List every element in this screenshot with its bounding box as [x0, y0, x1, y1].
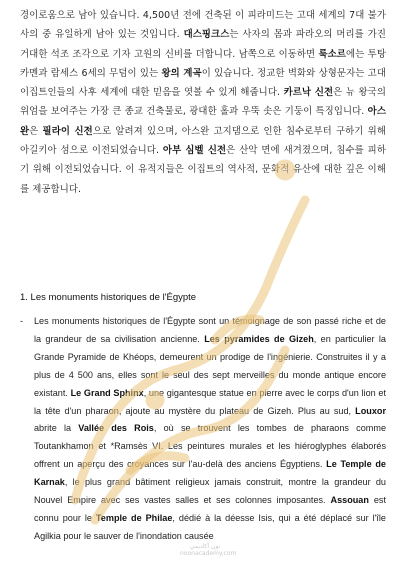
text-run: , dédié à la déesse Isis, qui a été déplacé sur l'île Agilkia pour le sauver de l'inondation causée [34, 512, 386, 541]
text-run: 은 뉴 왕국의 위엄을 보여주는 가장 큰 종교 건축물로, 광대한 홀과 우뚝 솟은 기둥이 특징입니다. [20, 87, 386, 118]
text-run: , le plus grand bâtiment religieux jamais construit, montre la grandeur du Nouvel Empire avec ses vastes salles et ses colonnes imposantes. [34, 477, 386, 506]
term-karnak: Le Temple de Karnak [34, 459, 386, 488]
section-heading: 1. Les monuments historiques de l'Égypte [20, 292, 197, 303]
term-aswan-ko: 아스완 [20, 106, 386, 137]
text-run: , une gigantesque statue en pierre avec le corps d'un lion et la tête d'un pharaon, ajoute au mystère du plateau de Gizeh. Plus au sud, [34, 387, 386, 416]
korean-paragraph [20, 6, 386, 199]
text-run: 는 사자의 몸과 파라오의 머리를 가진 거대한 석조 조각으로 기자 고원의 신비를 더합니다. 남쪽으로 이동하면 [20, 29, 387, 60]
term-pyramids: Les pyramides de Gizeh [204, 333, 314, 344]
term-abu-simbel-ko: 아부 심벨 신전 [162, 145, 227, 157]
text-run: 경이로움으로 남아 있습니다. 4,500년 전에 건축된 이 피라미드는 고대 세계의 7대 불가사의 중 유일하게 남아 있는 것입니다. [20, 10, 386, 41]
text-run: , où se trouvent les tombes de pharaons comme Toutankhamon et *Ramsès VI. Les peintures murales et les hiéroglyphes élaborés offrent un aperçu des croyances sur l'au-delà des anciens Égyptiens. [34, 423, 386, 470]
term-karnak-ko: 카르낙 신전 [283, 87, 334, 99]
text-run: Les monuments historiques de l'Égypte sont un témoignage de son passé riche et de la grandeur de sa civilisation ancienne. [34, 316, 386, 344]
text-run: est connu pour le [34, 495, 386, 523]
term-sphinx-ko: 대스핑크스 [183, 29, 230, 41]
term-valley-ko: 왕의 계곡 [161, 67, 202, 79]
french-bullet-item [20, 313, 386, 546]
term-aswan: Assouan [330, 495, 369, 506]
bullet-dash: - [20, 316, 24, 326]
text-run: 에는 투탕카멘과 람세스 6세의 무덤이 있는 [20, 48, 386, 79]
text-run: 이 있습니다. 정교한 벽화와 상형문자는 고대 이집트인들의 사후 세계에 대한 믿음을 엿볼 수 있게 해줍니다. [20, 67, 386, 99]
text-run: 은 산악 면에 새겨졌으며, 침수를 피하기 위해 이전되었습니다. 이 유적지들은 이집트의 역사적, 문화적 유산에 대한 깊은 이해를 제공합니다. [20, 145, 386, 195]
term-luxor-ko: 룩소르 [318, 48, 347, 60]
term-sphinx: Le Grand Sphinx [70, 387, 144, 398]
text-run: 으로 알려져 있으며, 아스완 고지댐으로 인한 침수로부터 구하기 위해 아길키아 섬으로 이전되었습니다. [20, 125, 386, 157]
term-philae-ko: 필라이 신전 [42, 125, 93, 137]
korean-text [20, 6, 386, 199]
text-run: , en particulier la Grande Pyramide de Khéops, demeurent un prodige de l'ingénierie. Construites il y a plus de 4 500 ans, elles sont le seul des sept merveilles du monde antique encore existant. [34, 333, 386, 398]
term-valley: Vallée des Rois [78, 423, 154, 434]
french-paragraph [34, 313, 386, 546]
term-philae: Temple de Philae [95, 512, 173, 523]
footer-watermark: نون أكاديمي noonacademy.com [180, 543, 237, 557]
text-run: abrite la [34, 423, 79, 434]
term-luxor: Louxor [355, 405, 386, 416]
text-run: 은 [29, 125, 43, 137]
